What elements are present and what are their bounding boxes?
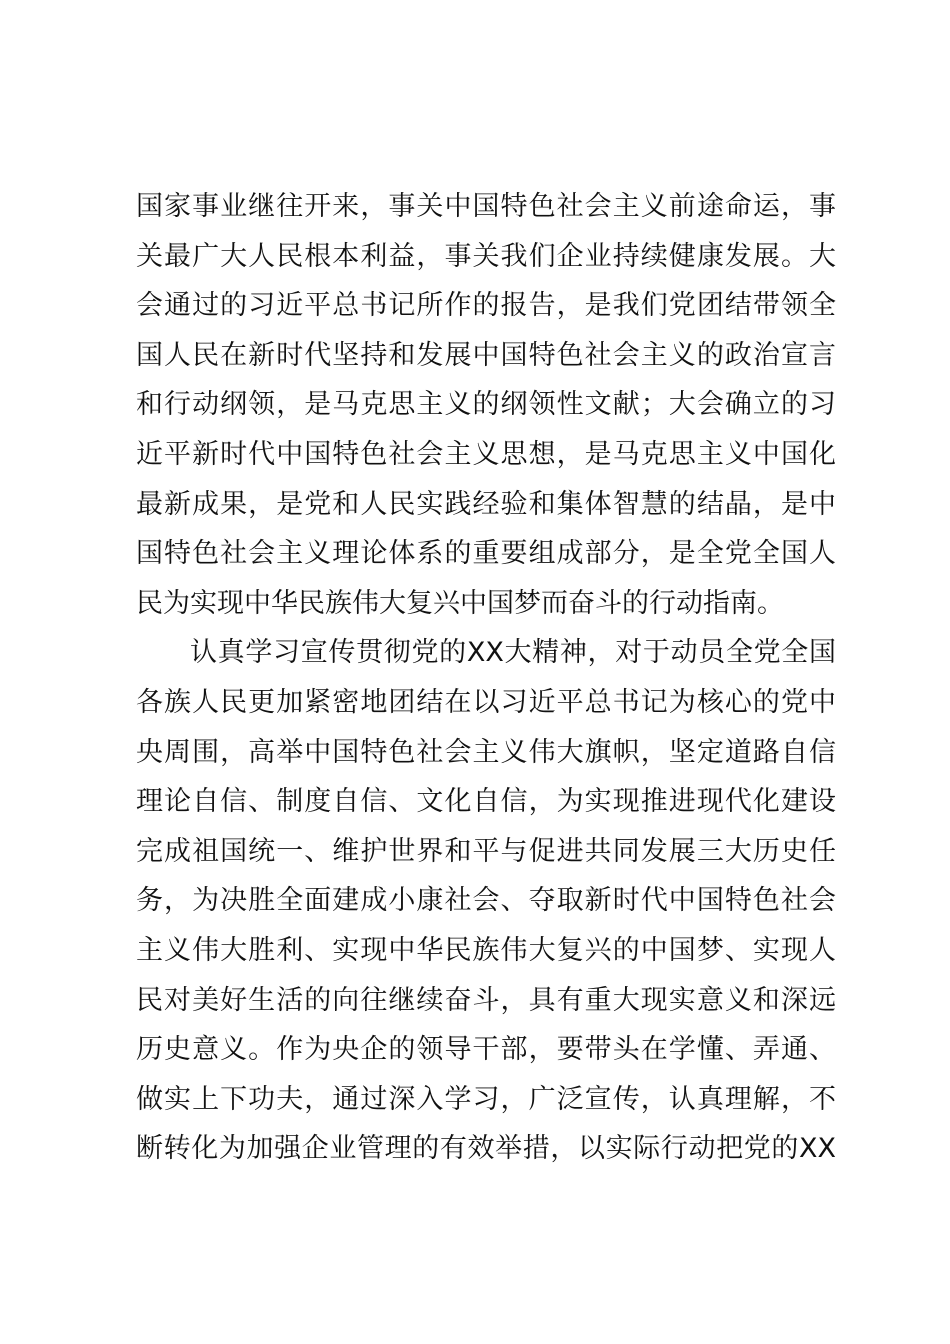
paragraph-2-line-8: 民对美好生活的向往继续奋斗，具有重大现实意义和深远 bbox=[136, 984, 836, 1016]
paragraph-2-line-9: 历史意义。作为央企的领导干部，要带头在学懂、弄通、 bbox=[136, 1034, 836, 1066]
body-text bbox=[136, 182, 836, 1174]
paragraph-1-line-5: 和行动纲领，是马克思主义的纲领性文献；大会确立的习 bbox=[136, 389, 836, 421]
paragraph-2-line-2: 各族人民更加紧密地团结在以习近平总书记为核心的党中 bbox=[136, 686, 836, 718]
paragraph-1-line-3: 会通过的习近平总书记所作的报告，是我们党团结带领全 bbox=[136, 290, 836, 322]
paragraph-1-line-9: 民为实现中华民族伟大复兴中国梦而奋斗的行动指南。 bbox=[136, 587, 784, 619]
paragraph-1-line-8: 国特色社会主义理论体系的重要组成部分，是全党全国人 bbox=[136, 538, 836, 570]
paragraph-1-line-1: 国家事业继往开来，事关中国特色社会主义前途命运，事 bbox=[136, 191, 836, 222]
paragraph-1-line-6: 近平新时代中国特色社会主义思想，是马克思主义中国化 bbox=[136, 438, 836, 470]
paragraph-2-line-4: 理论自信、制度自信、文化自信，为实现推进现代化建设 bbox=[136, 786, 836, 818]
paragraph-1-line-2: 关最广大人民根本利益，事关我们企业持续健康发展。大 bbox=[136, 240, 836, 272]
paragraph-2-line-10: 做实上下功夫，通过深入学习，广泛宣传，认真理解，不 bbox=[136, 1083, 836, 1115]
paragraph-2-line-7: 主义伟大胜利、实现中华民族伟大复兴的中国梦、实现人 bbox=[136, 934, 836, 966]
paragraph-2-line-5: 完成祖国统一、维护世界和平与促进共同发展三大历史任 bbox=[136, 835, 836, 867]
paragraph-2-line-1: 认真学习宣传贯彻党的XX大精神，对于动员全党全国 bbox=[190, 637, 836, 669]
paragraph-2-line-3: 央周围，高举中国特色社会主义伟大旗帜，坚定道路自信 bbox=[136, 736, 836, 768]
paragraph-1-line-4: 国人民在新时代坚持和发展中国特色社会主义的政治宣言 bbox=[136, 339, 836, 371]
paragraph-2-line-6: 务，为决胜全面建成小康社会、夺取新时代中国特色社会 bbox=[136, 885, 836, 917]
paragraph-2-line-11: 断转化为加强企业管理的有效举措，以实际行动把党的XX bbox=[136, 1133, 836, 1165]
paragraph-1-line-7: 最新成果，是党和人民实践经验和集体智慧的结晶，是中 bbox=[136, 488, 836, 520]
